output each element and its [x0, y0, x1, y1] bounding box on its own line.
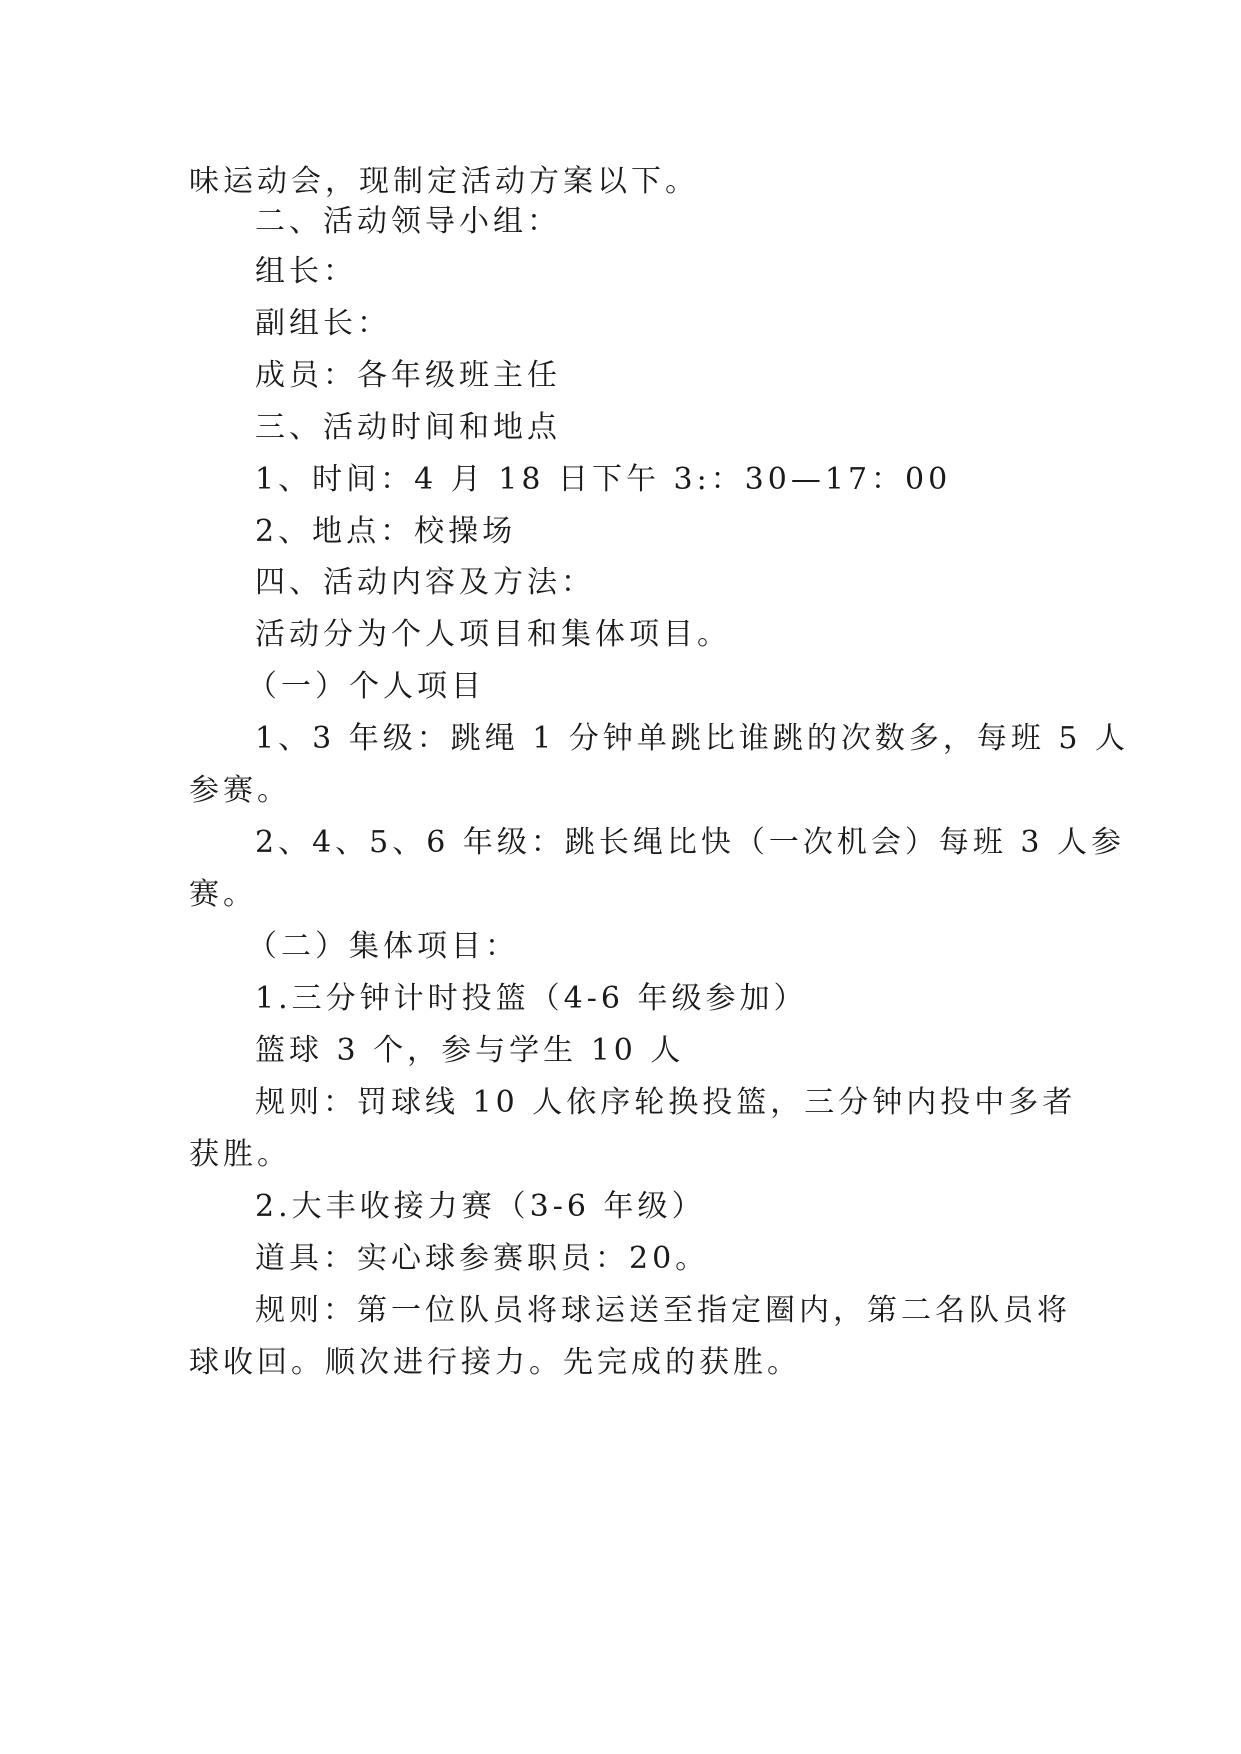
text-line: 参赛。 — [189, 773, 291, 808]
text-line: 赛。 — [189, 877, 257, 912]
text-line: 1、时间：4 月 18 日下午 3:：30—17：00 — [255, 462, 952, 497]
text-line: 道具：实心球参赛职员：20。 — [255, 1241, 710, 1276]
text-line: 活动分为个人项目和集体项目。 — [255, 617, 731, 652]
text-line: 成员：各年级班主任 — [255, 358, 561, 393]
text-line: 2.大丰收接力赛（3-6 年级） — [255, 1189, 706, 1224]
section-heading: 三、活动时间和地点 — [255, 410, 561, 445]
text-line: 1.三分钟计时投篮（4-6 年级参加） — [255, 981, 808, 1016]
text-line: 获胜。 — [189, 1137, 291, 1172]
text-line: 2、地点：校操场 — [255, 514, 517, 549]
subsection-heading: （一）个人项目 — [247, 669, 485, 704]
section-heading: 二、活动领导小组： — [255, 204, 561, 239]
text-line: 球收回。顺次进行接力。先完成的获胜。 — [189, 1345, 801, 1380]
text-line: 1、3 年级：跳绳 1 分钟单跳比谁跳的次数多，每班 5 人 — [255, 721, 1130, 756]
subsection-heading: （二）集体项目： — [247, 929, 519, 964]
text-line: 组长： — [255, 254, 357, 289]
text-line: 2、4、5、6 年级：跳长绳比快（一次机会）每班 3 人参 — [255, 825, 1126, 860]
text-line: 副组长： — [255, 306, 391, 341]
text-line: 篮球 3 个，参与学生 10 人 — [255, 1033, 685, 1068]
section-heading: 四、活动内容及方法： — [255, 565, 595, 600]
text-line: 味运动会，现制定活动方案以下。 — [189, 164, 699, 199]
text-line: 规则：罚球线 10 人依序轮换投篮，三分钟内投中多者 — [255, 1085, 1077, 1120]
text-line: 规则：第一位队员将球运送至指定圈内，第二名队员将 — [255, 1293, 1071, 1328]
